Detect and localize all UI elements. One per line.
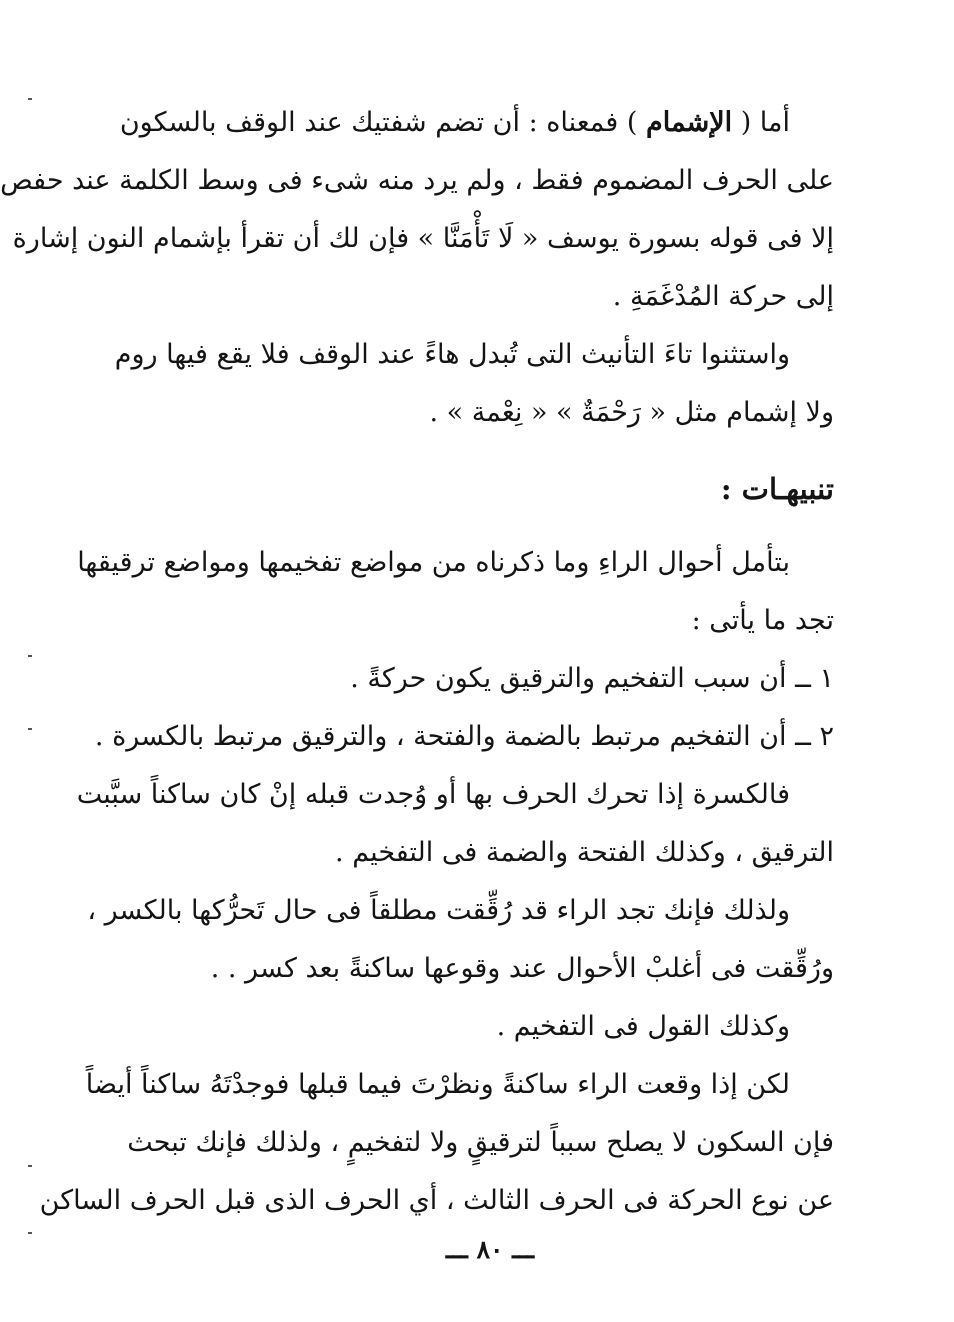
bold-term: الإشمام	[646, 107, 733, 138]
text-line: إلى حركة المُدْغَمَةِ .	[612, 281, 834, 312]
text-line: بتأمل أحوال الراءِ وما ذكرناه من مواضع تفخيمها ومواضع ترقيقها	[77, 547, 790, 578]
text-line: تجد ما يأتى :	[691, 605, 834, 636]
text-line: على الحرف المضموم فقط ، ولم يرد منه شىء فى وسط الكلمة عند حفص	[0, 165, 834, 196]
text-line: واستثنوا تاءَ التأنيث التى تُبدل هاءً عند الوقف فلا يقع فيها روم	[114, 339, 790, 370]
list-item: ٢ ــ أن التفخيم مرتبط بالضمة والفتحة ، والترقيق مرتبط بالكسرة .	[94, 721, 834, 752]
scan-mark	[28, 655, 32, 657]
text-line: لكن إذا وقعت الراء ساكنةً ونظرْتَ فيما قبلها فوجدْتَهُ ساكناً أيضاً	[85, 1069, 790, 1100]
page-number: ـــ ٨٠ ـــ	[445, 1235, 535, 1264]
scan-mark	[28, 98, 32, 100]
text-line: فالكسرة إذا تحرك الحرف بها أو وُجدت قبله إنْ كان ساكناً سبَّبت	[76, 779, 790, 810]
page-body	[0, 94, 834, 1230]
list-item: ١ ــ أن سبب التفخيم والترقيق يكون حركةً .	[350, 663, 834, 694]
text-line: وكذلك القول فى التفخيم .	[496, 1011, 790, 1042]
text-segment: ) فمعناه : أن تضم شفتيك عند الوقف بالسكون	[119, 107, 647, 138]
text-line: ورُقِّقت فى أغلبْ الأحوال عند وقوعها ساكنةً بعد كسر . .	[210, 953, 834, 984]
text-line: إلا فى قوله بسورة يوسف « لَا تَأْمَنَّا » فإن لك أن تقرأ بإشمام النون إشارة	[12, 223, 834, 254]
scan-mark	[28, 1232, 32, 1234]
scan-mark	[28, 728, 32, 730]
text-line: ولذلك فإنك تجد الراء قد رُقِّقت مطلقاً فى حال تَحرُّكها بالكسر ،	[87, 895, 790, 926]
text-line: عن نوع الحركة فى الحرف الثالث ، أي الحرف الذى قبل الحرف الساكن	[39, 1185, 834, 1216]
text-line: فإن السكون لا يصلح سبباً لترقيقٍ ولا لتفخيمٍ ، ولذلك فإنك تبحث	[127, 1127, 834, 1158]
section-heading: تنبيهـات :	[720, 472, 834, 506]
text-line: الترقيق ، وكذلك الفتحة والضمة فى التفخيم .	[335, 837, 834, 868]
text-line: ولا إشمام مثل « رَحْمَةٌ » « نِعْمة » .	[429, 397, 834, 428]
text-segment: أما (	[732, 107, 790, 138]
text-line	[119, 94, 834, 152]
scan-mark	[28, 1165, 32, 1167]
